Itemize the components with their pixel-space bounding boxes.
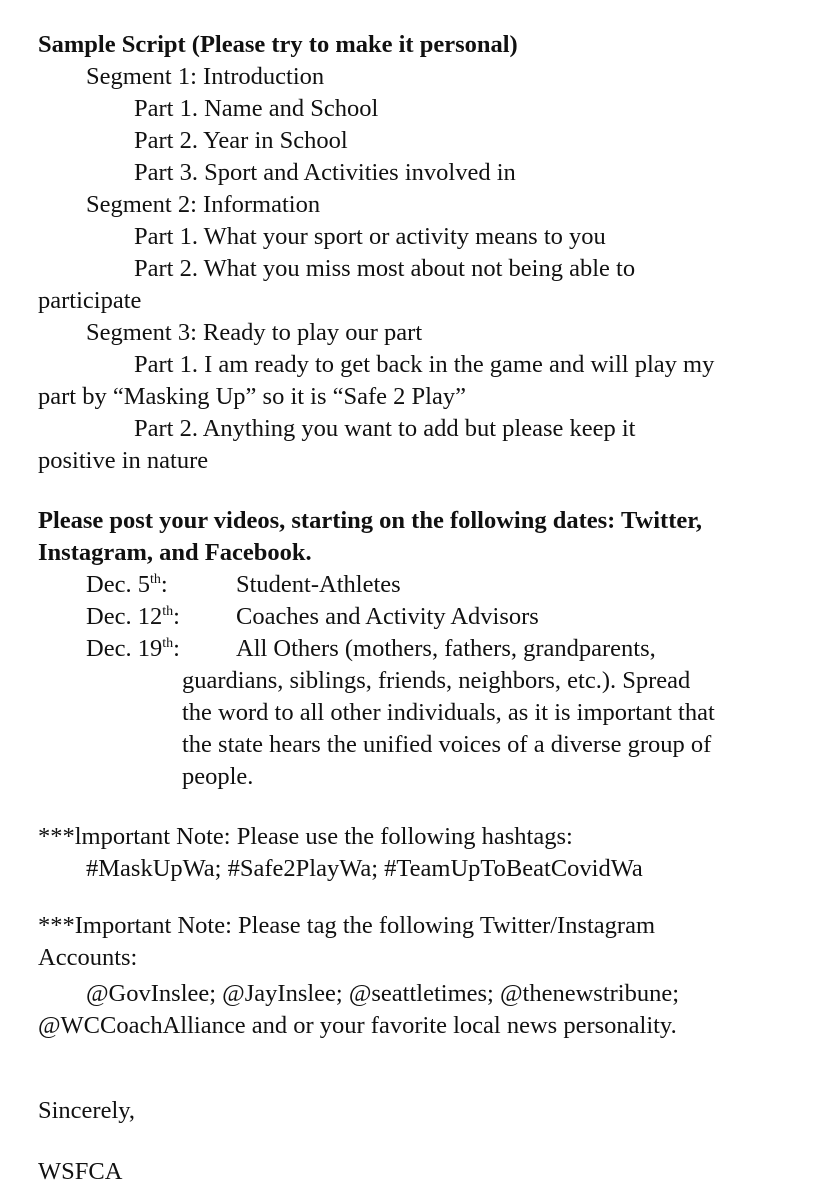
script-heading: Sample Script (Please try to make it personal) bbox=[38, 31, 518, 58]
segment-1-title: Segment 1: Introduction bbox=[86, 63, 325, 90]
hashtag-list: #MaskUpWa; #Safe2PlayWa; #TeamUpToBeatCovidWa bbox=[86, 855, 643, 882]
dec-19-continued-2: the word to all other individuals, as it is important that bbox=[182, 699, 715, 726]
segment-2-title: Segment 2: Information bbox=[86, 191, 321, 218]
segment-2-part-2: Part 2. What you miss most about not being able to bbox=[134, 255, 636, 282]
date-row-dec-5 bbox=[86, 573, 401, 598]
account-list: @GovInslee; @JayInslee; @seattletimes; @thenewstribune; bbox=[86, 980, 680, 1007]
account-list-continued: @WCCoachAlliance and or your favorite local news personality. bbox=[38, 1012, 677, 1039]
date-label: Dec. 19th: bbox=[86, 635, 180, 662]
segment-3-part-2-continued: positive in nature bbox=[38, 447, 209, 474]
tag-note-continued: Accounts: bbox=[38, 944, 138, 971]
segment-1-part-3: Part 3. Sport and Activities involved in bbox=[134, 159, 516, 186]
closing-salutation: Sincerely, bbox=[38, 1097, 136, 1124]
date-audience: All Others (mothers, fathers, grandparents, bbox=[236, 635, 656, 662]
segment-3-part-2: Part 2. Anything you want to add but please keep it bbox=[134, 415, 636, 442]
signature: WSFCA bbox=[38, 1158, 123, 1185]
tag-note: ***Important Note: Please tag the following Twitter/Instagram bbox=[38, 912, 655, 939]
date-audience: Student-Athletes bbox=[236, 571, 401, 598]
posting-heading: Please post your videos, starting on the following dates: Twitter, bbox=[38, 507, 702, 534]
segment-3-part-1-continued: part by “Masking Up” so it is “Safe 2 Play” bbox=[38, 383, 466, 410]
segment-3-title: Segment 3: Ready to play our part bbox=[86, 319, 423, 346]
date-row-dec-12 bbox=[86, 605, 539, 630]
date-audience: Coaches and Activity Advisors bbox=[236, 603, 539, 630]
segment-3-part-1: Part 1. I am ready to get back in the game and will play my bbox=[134, 351, 715, 378]
hashtag-note: ***lmportant Note: Please use the following hashtags: bbox=[38, 823, 573, 850]
dec-19-continued-1: guardians, siblings, friends, neighbors, etc.). Spread bbox=[182, 667, 691, 694]
posting-heading-continued: Instagram, and Facebook. bbox=[38, 539, 312, 566]
date-row-dec-19 bbox=[86, 637, 656, 662]
segment-1-part-1: Part 1. Name and School bbox=[134, 95, 379, 122]
dec-19-continued-4: people. bbox=[182, 763, 254, 790]
segment-2-part-2-continued: participate bbox=[38, 287, 142, 314]
date-label: Dec. 5th: bbox=[86, 571, 168, 598]
date-label: Dec. 12th: bbox=[86, 603, 180, 630]
segment-2-part-1: Part 1. What your sport or activity means to you bbox=[134, 223, 606, 250]
dec-19-continued-3: the state hears the unified voices of a diverse group of bbox=[182, 731, 712, 758]
segment-1-part-2: Part 2. Year in School bbox=[134, 127, 348, 154]
